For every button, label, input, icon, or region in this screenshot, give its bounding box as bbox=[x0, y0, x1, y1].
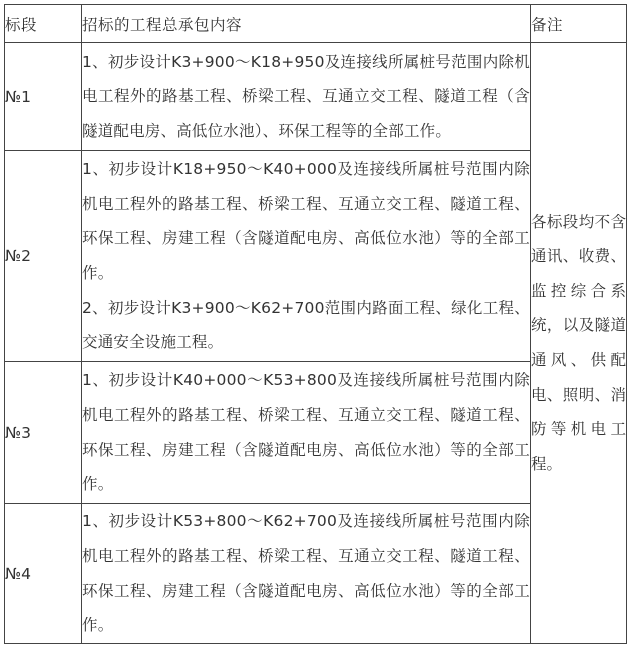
content-cell bbox=[82, 151, 531, 362]
segment-cell: №3 bbox=[5, 362, 82, 504]
header-content: 招标的工程总承包内容 bbox=[82, 5, 531, 43]
content-item: 1、初步设计K40+000～K53+800及连接线所属桩号范围内除机电工程外的路基工程、桥梁工程、互通立交工程、隧道工程、环保工程、房建工程（含隧道配电房、高低位水池）等的全部工作。 bbox=[82, 371, 530, 494]
content-item: 2、初步设计K3+900～K62+700范围内路面工程、绿化工程、交通安全设施工程。 bbox=[82, 298, 530, 352]
content-cell bbox=[82, 43, 531, 151]
segment-cell: №4 bbox=[5, 504, 82, 644]
header-remark: 备注 bbox=[531, 5, 627, 43]
bid-section-table bbox=[4, 4, 627, 644]
remark-text: 各标段均不含通讯、收费、监控综合系统，以及隧道通风、供配电、照明、消防等机电工程。 bbox=[531, 212, 626, 473]
remark-cell bbox=[531, 43, 627, 644]
segment-cell: №2 bbox=[5, 151, 82, 362]
content-cell bbox=[82, 362, 531, 504]
table-header-row bbox=[5, 5, 627, 43]
content-item: 1、初步设计K3+900～K18+950及连接线所属桩号范围内除机电工程外的路基工程、桥梁工程、互通立交工程、隧道工程（含隧道配电房、高低位水池）、环保工程等的全部工作。 bbox=[82, 52, 530, 140]
content-item: 1、初步设计K53+800～K62+700及连接线所属桩号范围内除机电工程外的路基工程、桥梁工程、互通立交工程、隧道工程、环保工程、房建工程（含隧道配电房、高低位水池）等的全部工作。 bbox=[82, 512, 530, 635]
header-segment: 标段 bbox=[5, 5, 82, 43]
table-row bbox=[5, 43, 627, 151]
content-cell bbox=[82, 504, 531, 644]
segment-cell: №1 bbox=[5, 43, 82, 151]
content-item: 1、初步设计K18+950～K40+000及连接线所属桩号范围内除机电工程外的路基工程、桥梁工程、互通立交工程、隧道工程、环保工程、房建工程（含隧道配电房、高低位水池）等的全部工作。 bbox=[82, 160, 530, 282]
